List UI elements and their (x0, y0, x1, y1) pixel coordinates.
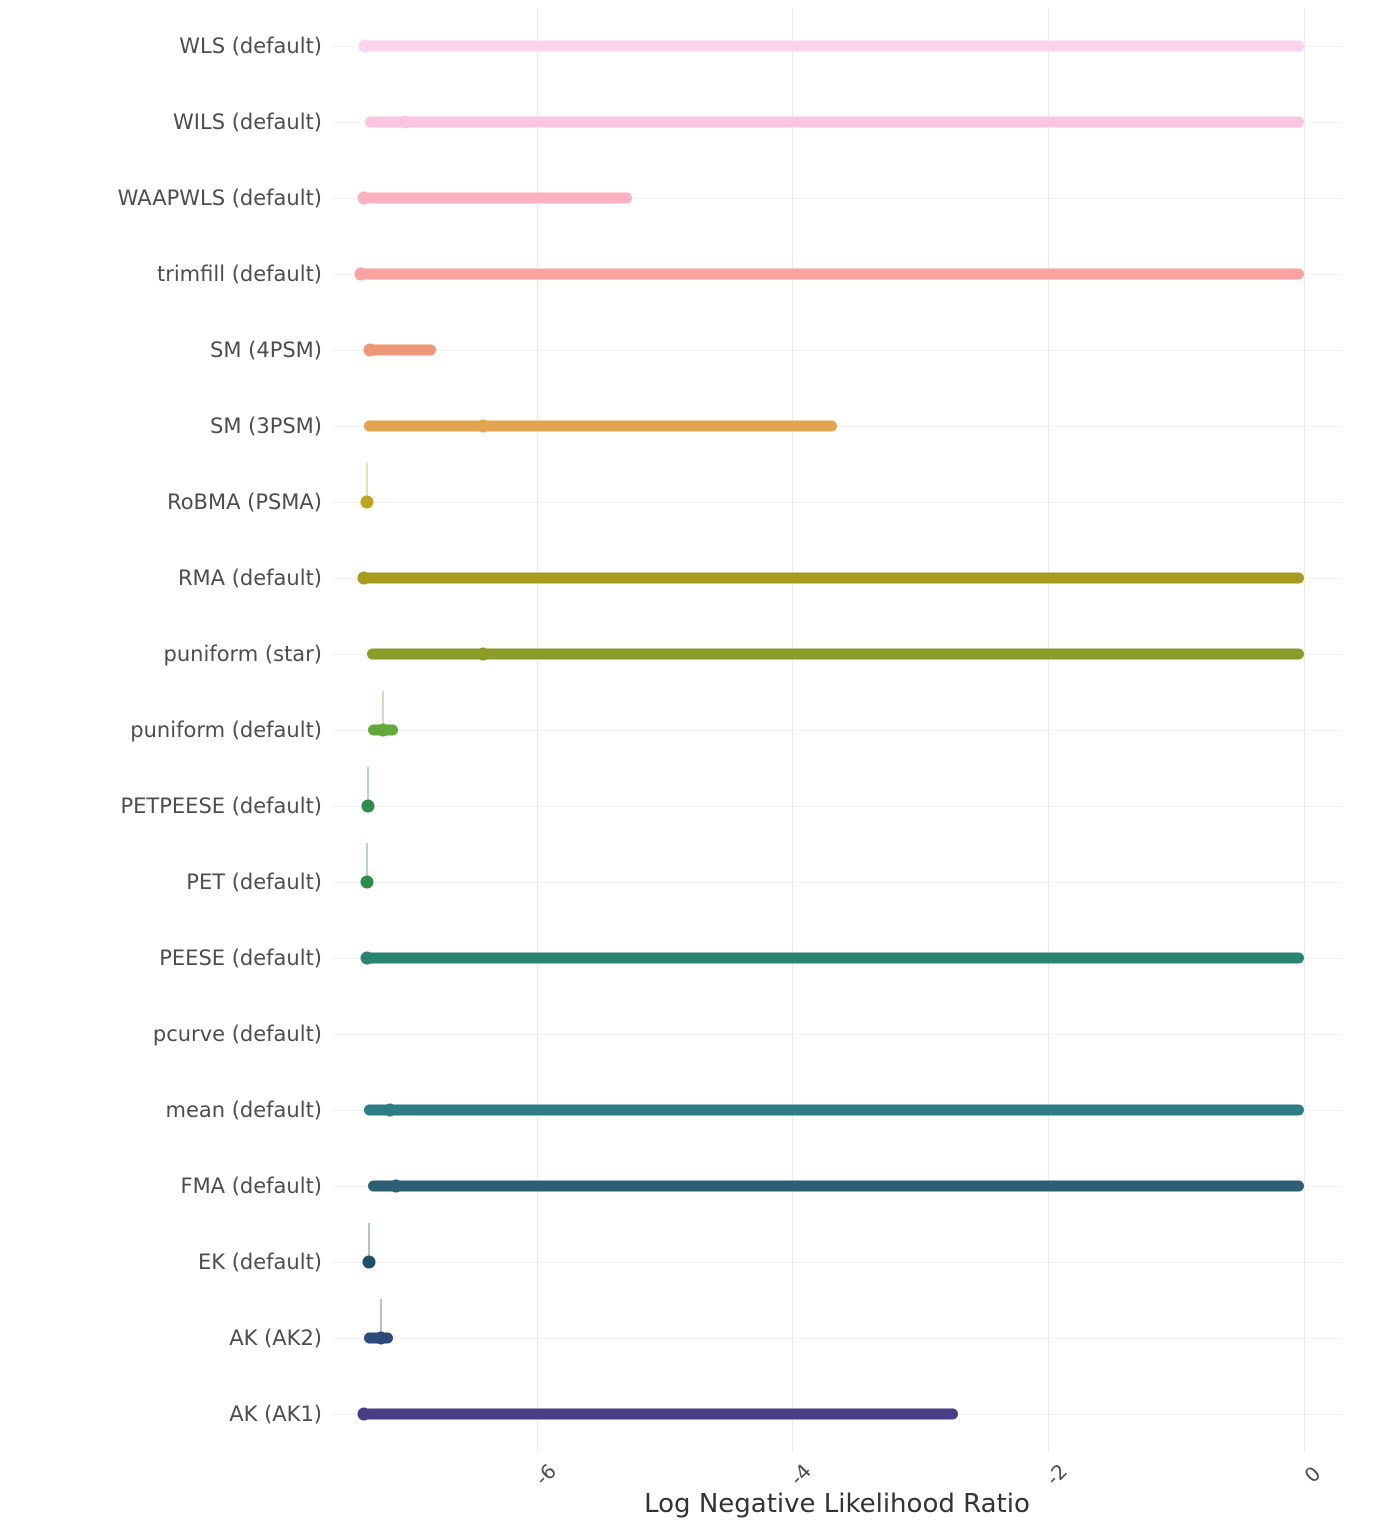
interval-bar (364, 573, 1304, 584)
point-estimate (383, 1104, 396, 1117)
y-tick-label: RoBMA (PSMA) (167, 490, 322, 514)
point-estimate (360, 952, 373, 965)
y-tick-label: puniform (star) (163, 642, 322, 666)
interval-tail (366, 843, 368, 877)
interval-bar (364, 1409, 958, 1420)
interval-tail (380, 1299, 382, 1333)
y-tick-label: RMA (default) (177, 566, 322, 590)
plot-panel (332, 8, 1342, 1452)
y-gridline (332, 806, 1342, 807)
point-estimate (361, 800, 374, 813)
y-gridline (332, 502, 1342, 503)
y-gridline (332, 350, 1342, 351)
interval-tail (368, 1223, 370, 1257)
y-tick-label: AK (AK2) (229, 1326, 322, 1350)
interval-bar (365, 41, 1303, 52)
y-tick-label: SM (4PSM) (210, 338, 322, 362)
y-gridline (332, 882, 1342, 883)
interval-tail (367, 767, 369, 801)
y-tick-label: EK (default) (198, 1250, 322, 1274)
interval-bar (368, 1181, 1304, 1192)
point-estimate (389, 1180, 402, 1193)
y-gridline (332, 730, 1342, 731)
point-estimate (364, 344, 377, 357)
point-estimate (476, 648, 489, 661)
point-estimate (363, 1256, 376, 1269)
y-tick-label: SM (3PSM) (210, 414, 322, 438)
point-estimate (374, 1332, 387, 1345)
y-tick-label: mean (default) (165, 1098, 322, 1122)
interval-bar (364, 953, 1304, 964)
x-tick-label: -4 (785, 1458, 817, 1491)
x-tick-label: -6 (529, 1458, 561, 1491)
y-tick-label: WILS (default) (173, 110, 322, 134)
interval-bar (364, 193, 632, 204)
point-estimate (377, 724, 390, 737)
interval-bar (364, 1105, 1304, 1116)
y-tick-label: AK (AK1) (229, 1402, 322, 1426)
point-estimate (357, 572, 370, 585)
y-tick-label: WLS (default) (179, 34, 322, 58)
point-estimate (357, 192, 370, 205)
y-tick-label: PETPEESE (default) (120, 794, 322, 818)
interval-bar (361, 269, 1303, 280)
x-tick-label: 0 (1299, 1461, 1326, 1488)
interval-tail (382, 691, 384, 725)
interval-bar (365, 117, 1303, 128)
point-estimate (355, 268, 368, 281)
x-tick-label: -2 (1040, 1458, 1072, 1491)
point-estimate (359, 40, 372, 53)
y-tick-label: PET (default) (186, 870, 322, 894)
interval-tail (366, 463, 368, 497)
point-estimate (398, 116, 411, 129)
y-tick-label: puniform (default) (130, 718, 322, 742)
interval-bar (364, 421, 837, 432)
y-tick-label: trimfill (default) (156, 262, 322, 286)
y-tick-label: WAAPWLS (default) (117, 186, 322, 210)
point-estimate (360, 876, 373, 889)
y-tick-label: pcurve (default) (152, 1022, 322, 1046)
y-gridline (332, 1262, 1342, 1263)
y-tick-label: PEESE (default) (159, 946, 322, 970)
x-axis-title: Log Negative Likelihood Ratio (644, 1489, 1030, 1519)
point-estimate (360, 496, 373, 509)
y-gridline (332, 1338, 1342, 1339)
interval-bar (367, 649, 1304, 660)
point-estimate (357, 1408, 370, 1421)
point-estimate (476, 420, 489, 433)
y-gridline (332, 1034, 1342, 1035)
y-tick-label: FMA (default) (180, 1174, 322, 1198)
